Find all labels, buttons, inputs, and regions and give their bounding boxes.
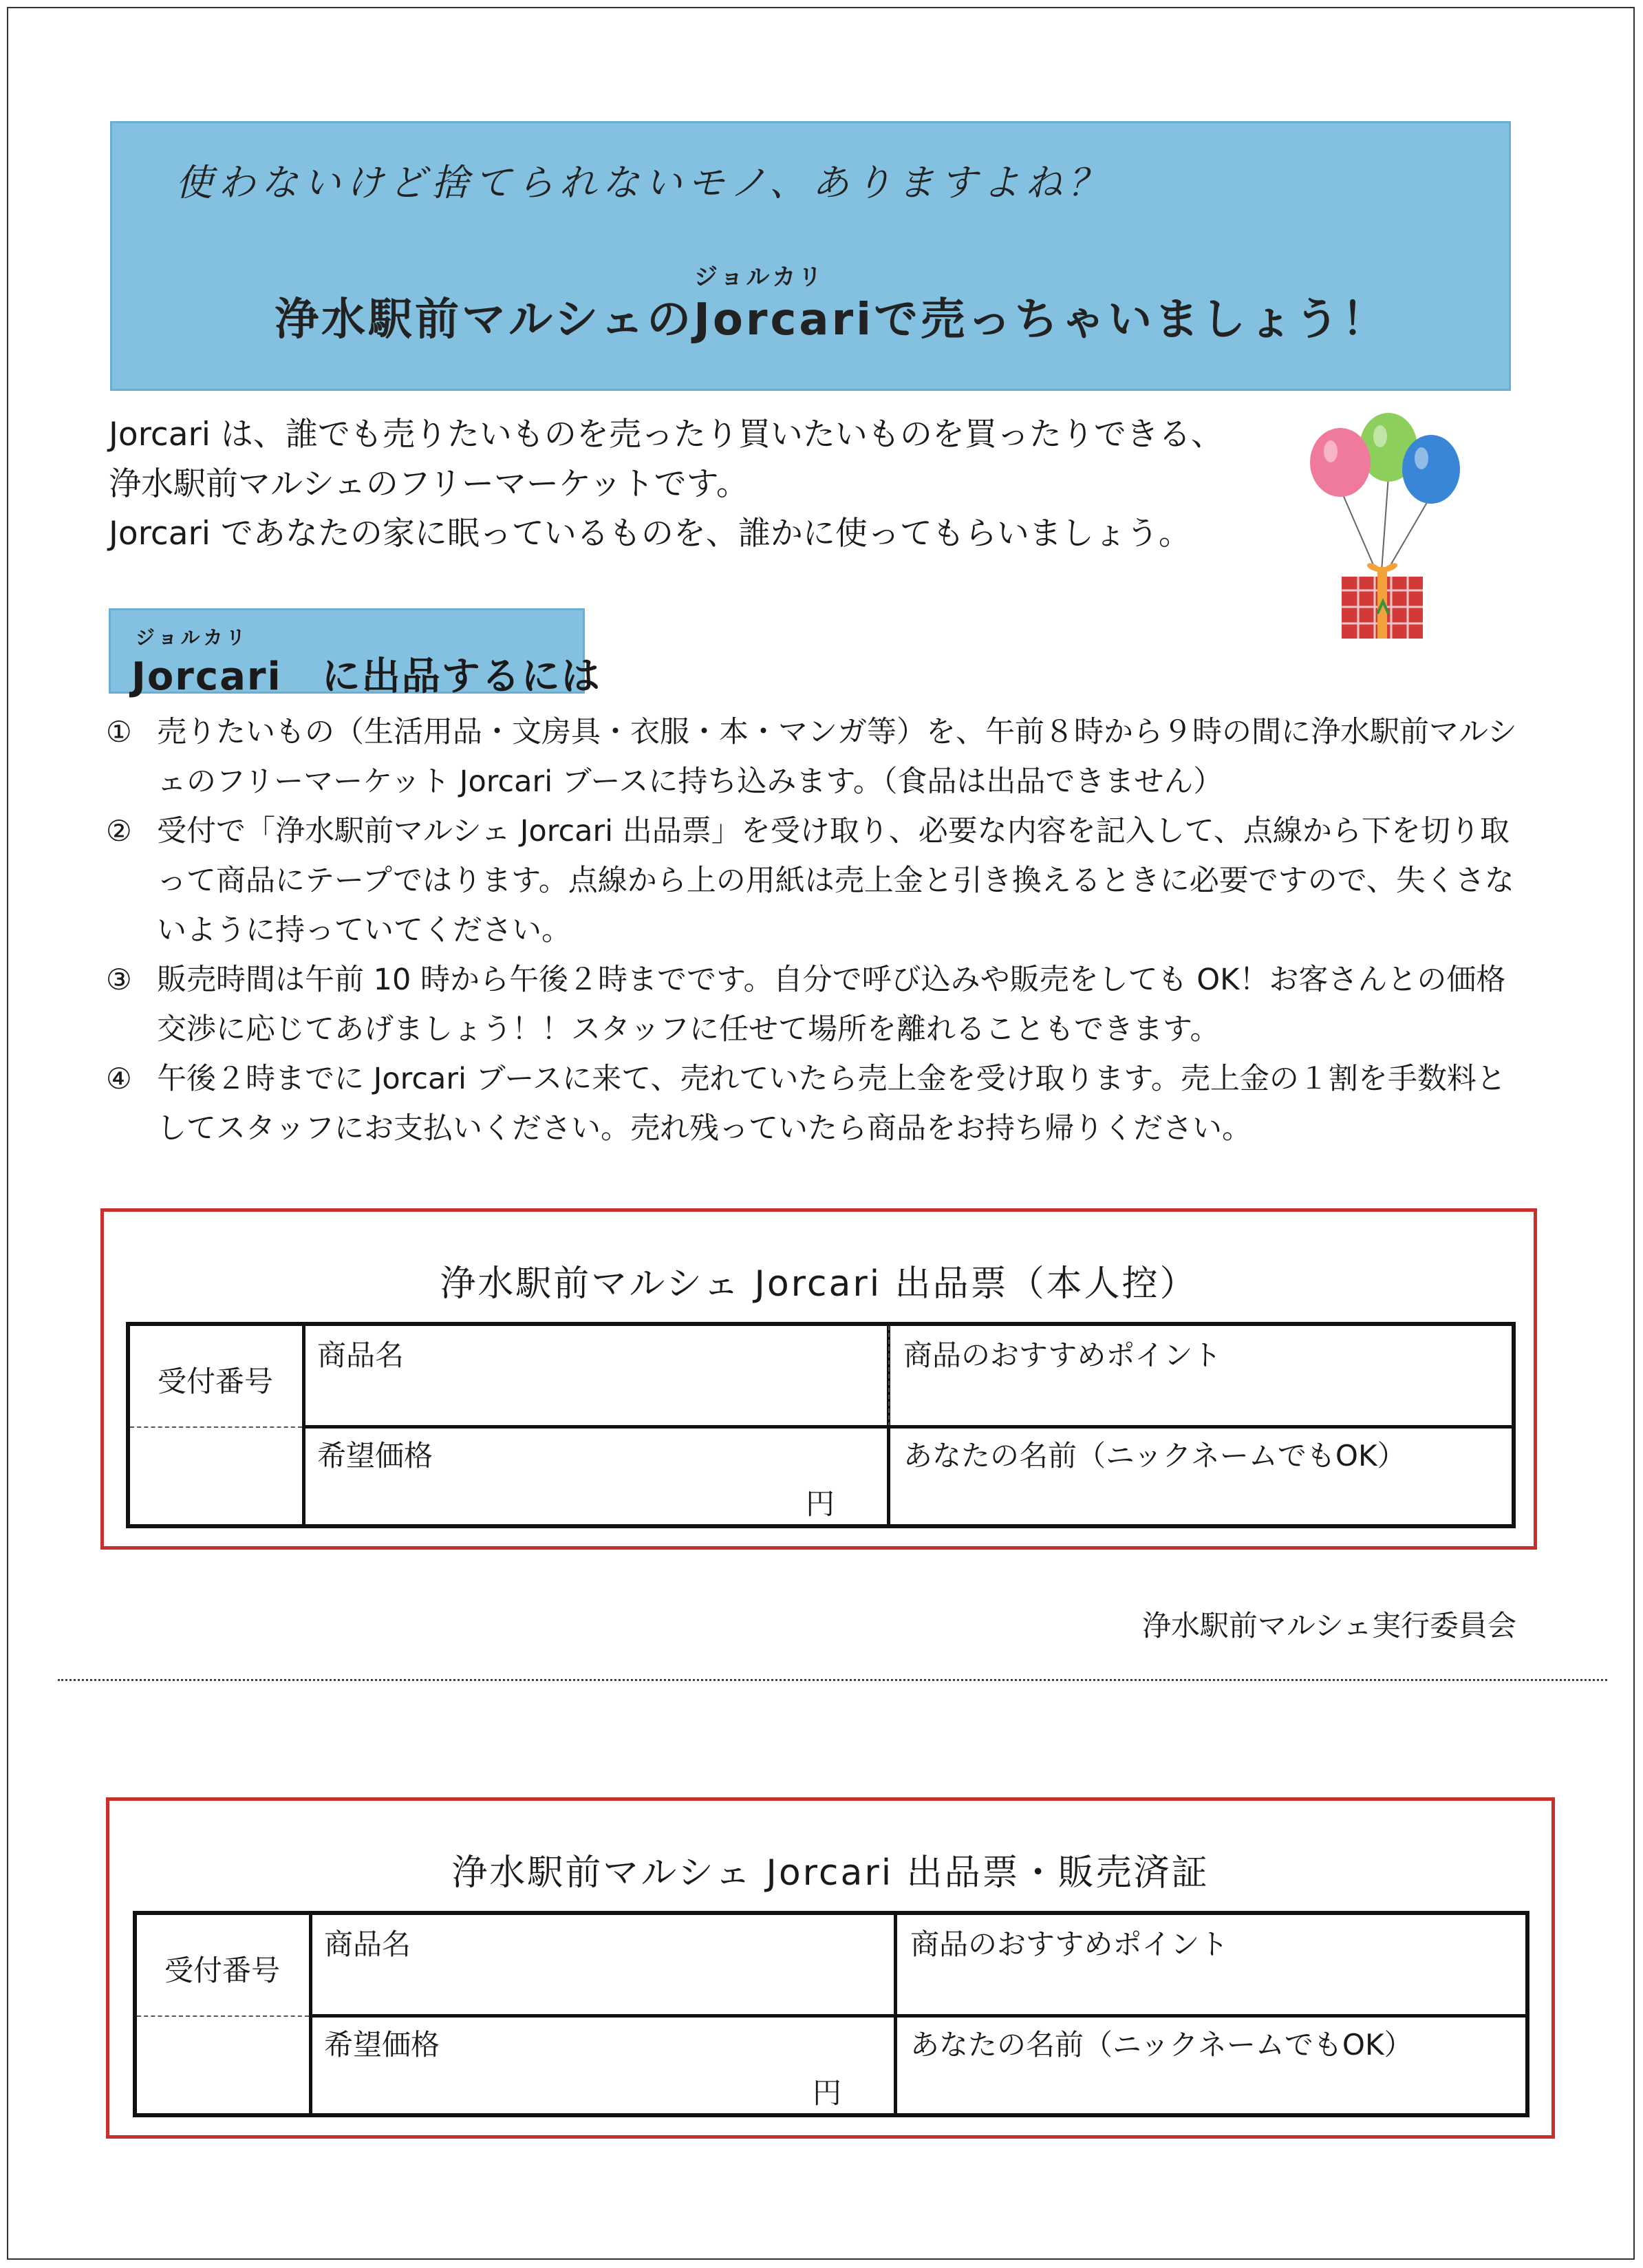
step-number: ② xyxy=(106,814,132,848)
yen-unit: 円 xyxy=(806,1487,835,1521)
your-name-field[interactable]: あなたの名前（ニックネームでもOK） xyxy=(910,2028,1413,2062)
ticket-sold-certificate xyxy=(106,1797,1555,2139)
item-name-field[interactable]: 商品名 xyxy=(317,1338,405,1372)
item-name-field[interactable]: 商品名 xyxy=(324,1927,411,1961)
desired-price-field[interactable]: 希望価格 xyxy=(317,1439,433,1473)
step-number: ④ xyxy=(106,1062,132,1095)
step-text: 売りたいもの（生活用品・文房具・衣服・本・マンガ等）を、午前８時から９時の間に浄水駅前マルシェのフリーマーケット Jorcari ブースに持ち込みます。（食品は出品できません） xyxy=(157,715,1517,799)
recommend-point-field[interactable]: 商品のおすすめポイント xyxy=(903,1338,1222,1372)
step-item xyxy=(106,1054,1523,1153)
step-item xyxy=(106,707,1523,806)
balloons-gift-icon xyxy=(1300,407,1465,641)
recommend-point-field[interactable]: 商品のおすすめポイント xyxy=(910,1927,1229,1961)
grid-dashed-divider xyxy=(888,1326,890,1426)
step-text: 午後２時までに Jorcari ブースに来て、売れていたら売上金を受け取ります。売上金の１割を手数料としてスタッフにお支払いください。売れ残っていたら商品をお持ち帰りください。 xyxy=(157,1062,1506,1146)
section-title: Jorcari に出品するには xyxy=(131,654,601,699)
ticket-personal-copy xyxy=(100,1208,1537,1550)
hero-banner xyxy=(110,121,1511,391)
grid-divider xyxy=(309,2014,1525,2018)
grid-divider xyxy=(302,1425,1512,1429)
section-ruby: ジョルカリ xyxy=(136,626,249,649)
receipt-number-label: 受付番号 xyxy=(158,1365,274,1398)
ticket-form-grid xyxy=(133,1911,1529,2117)
step-number: ① xyxy=(106,715,132,749)
step-item xyxy=(106,806,1523,955)
receipt-number-label: 受付番号 xyxy=(164,1954,281,1987)
steps-list xyxy=(106,707,1523,1153)
grid-dashed-divider xyxy=(137,2015,309,2017)
ticket-title: 浄水駅前マルシェ Jorcari 出品票（本人控） xyxy=(440,1263,1198,1305)
ticket-title: 浄水駅前マルシェ Jorcari 出品票・販売済証 xyxy=(451,1852,1210,1894)
intro-text xyxy=(109,410,1278,559)
section-header xyxy=(109,608,601,699)
ticket-form-grid xyxy=(126,1322,1516,1528)
intro-line: Jorcari であなたの家に眠っているものを、誰かに使ってもらいましょう。 xyxy=(109,515,1191,553)
intro-line: 浄水駅前マルシェのフリーマーケットです。 xyxy=(109,465,749,503)
step-text: 販売時間は午前 10 時から午後２時までです。自分で呼び込みや販売をしても OK！お客さんとの価格交渉に応じてあげましょう！！スタッフに任せて場所を離れることもできます。 xyxy=(157,963,1506,1047)
committee-name: 浄水駅前マルシェ実行委員会 xyxy=(1141,1609,1516,1643)
step-number: ③ xyxy=(106,963,132,996)
cut-line xyxy=(58,1679,1607,1681)
your-name-field[interactable]: あなたの名前（ニックネームでもOK） xyxy=(903,1439,1406,1473)
intro-line: Jorcari は、誰でも売りたいものを売ったり買いたいものを買ったりできる、 xyxy=(109,416,1223,453)
step-text: 受付で「浄水駅前マルシェ Jorcari 出品票」を受け取り、必要な内容を記入して、点線から下を切り取って商品にテープではります。点線から上の用紙は売上金と引き換えるときに必要ですので、失くさないように持っていてください。 xyxy=(157,814,1514,948)
hero-headline: 浄水駅前マルシェのJorcariで売っちゃいましょう！ xyxy=(275,295,1389,345)
yen-unit: 円 xyxy=(813,2076,842,2110)
desired-price-field[interactable]: 希望価格 xyxy=(324,2028,440,2062)
hero-question: 使わないけど捨てられないモノ、ありますよね？ xyxy=(175,161,1111,204)
step-item xyxy=(106,955,1523,1054)
grid-dashed-divider xyxy=(130,1426,302,1428)
hero-ruby: ジョルカリ xyxy=(694,264,825,291)
